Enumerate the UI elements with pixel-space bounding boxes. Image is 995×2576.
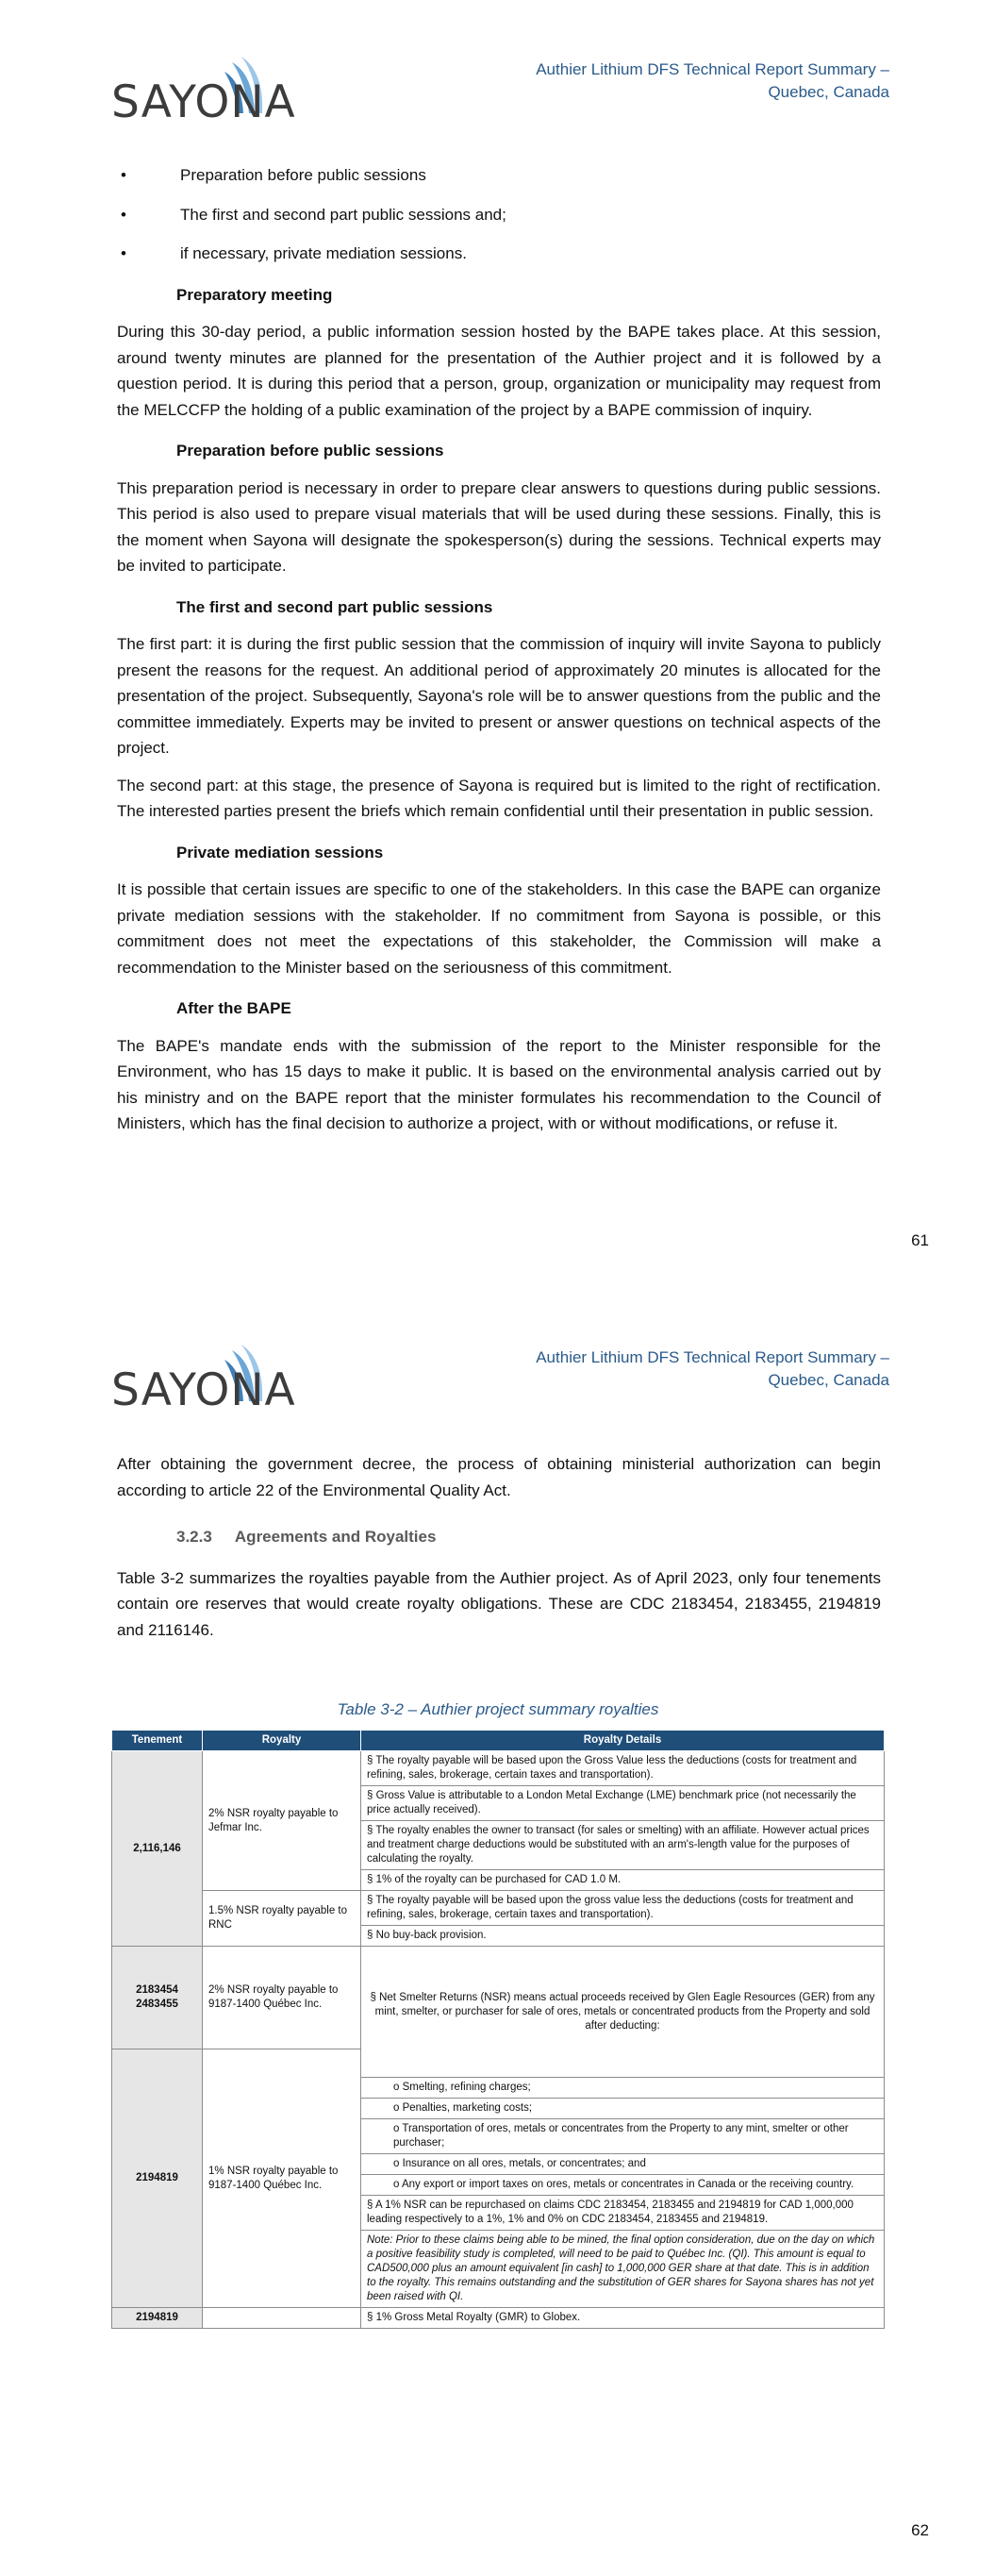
heading-public-sessions: The first and second part public sessions (176, 597, 493, 616)
header-title-line1: Authier Lithium DFS Technical Report Summary – (536, 60, 889, 78)
paragraph-preparation: This preparation period is necessary in order to prepare clear answers to questions during public sessions. This period is also used to prepare visual materials that will be used during these sessions. Finally, this is the moment when Sayona will designate the spokesperson(s) during the sessions. Technical experts may be invited to participate. (117, 478, 881, 575)
detail-cell: o Any export or import taxes on ores, metals or concentrates in Canada or the receiving country. (361, 2175, 885, 2196)
royalty-cell (203, 2308, 361, 2329)
bullet-text: if necessary, private mediation sessions. (180, 244, 467, 262)
heading-private-mediation: Private mediation sessions (176, 843, 384, 861)
royalty-cell: 2% NSR royalty payable to Jefmar Inc. (203, 1751, 361, 1891)
bullet-text: Preparation before public sessions (180, 166, 426, 184)
section-number: 3.2.3 (176, 1528, 212, 1546)
bullet-icon: • (121, 244, 126, 262)
royalty-cell: 1% NSR royalty payable to 9187-1400 Québec Inc. (203, 2049, 361, 2308)
list-item (117, 241, 881, 267)
detail-cell: § The royalty payable will be based upon the Gross Value less the deductions (costs for treatment and refining, sales, brokerage, certain taxes and transportation). (361, 1751, 885, 1786)
table-row (112, 2308, 885, 2329)
header-title-line1: Authier Lithium DFS Technical Report Summary – (536, 1348, 889, 1366)
bullet-icon: • (121, 205, 126, 224)
paragraph-after: The BAPE's mandate ends with the submission of the report to the Minister responsible for the Environment, who has 15 days to make it public. It is based on the environmental analysis carried out by his ministry and on the BAPE report that the minister formulates his recommendation to the Council of Ministers, which has the final decision to authorize a project, with or without modifications, or refuse it. (117, 1036, 881, 1132)
table-header-row (112, 1731, 885, 1751)
paragraph-summary: Table 3-2 summarizes the royalties payable from the Authier project. As of April 2023, only four tenements contain ore reserves that would create royalty obligations. These are CDC 2183454, 2183455, 2194819 and 2116146. (117, 1568, 881, 1639)
tenement-cell: 2,116,146 (112, 1751, 203, 1947)
table-row (112, 1751, 885, 1786)
report-header (474, 1347, 889, 1392)
column-header: Royalty Details (361, 1731, 885, 1751)
heading-after-bape: After the BAPE (176, 999, 291, 1017)
detail-cell: § A 1% NSR can be repurchased on claims CDC 2183454, 2183455 and 2194819 for CAD 1,000,000 leading respectively to a 1%, 1% and 0% on CDC 2183454, 2183455 and 2194819. (361, 2196, 885, 2231)
table-row (112, 1891, 885, 1926)
detail-cell: § Net Smelter Returns (NSR) means actual proceeds received by Glen Eagle Resources (GER) from any mint, smelter, or purchaser for sale of ores, metals or concentrated products from the Property and sold after deducting: (361, 1947, 885, 2078)
list-item (117, 162, 881, 189)
tenement-cell: 2194819 (112, 2308, 203, 2329)
heading-preparation: Preparation before public sessions (176, 442, 444, 460)
detail-cell: § No buy-back provision. (361, 1926, 885, 1947)
column-header: Royalty (203, 1731, 361, 1751)
page-62 (0, 1288, 995, 2576)
detail-cell: § The royalty payable will be based upon the gross value less the deductions (costs for treatment and refining, sales, brokerage, certain taxes and transportation). (361, 1891, 885, 1926)
report-header (474, 59, 889, 104)
detail-cell: § 1% of the royalty can be purchased for CAD 1.0 M. (361, 1870, 885, 1891)
bullet-icon: • (121, 166, 126, 184)
page-number: 61 (911, 1231, 929, 1249)
detail-cell: o Transportation of ores, metals or concentrates from the Property to any mint, smelter or other purchaser; (361, 2119, 885, 2154)
sayona-logo (111, 55, 296, 128)
page2-body (117, 1451, 881, 1654)
detail-cell: § The royalty enables the owner to transact (for sales or smelting) with an affiliate. However actual prices and treatment charge deductions would be substituted with an arm's-length value for the purposes of calculating the royalty. (361, 1821, 885, 1870)
column-header: Tenement (112, 1731, 203, 1751)
tenement-cell: 2183454 2483455 (112, 1947, 203, 2049)
table-caption: Table 3-2 – Authier project summary royalties (337, 1700, 659, 1718)
header-title-line2: Quebec, Canada (768, 83, 889, 101)
paragraph-private: It is possible that certain issues are specific to one of the stakeholders. In this case the BAPE can organize private mediation sessions with the stakeholder. If no commitment from Sayona is possible, or this commitment does not meet the expectations of this stakeholder, the Commission will make a recommendation to the Minister based on the seriousness of this commitment. (117, 880, 881, 977)
logo-text: SAYONA (111, 76, 296, 128)
page1-body (117, 162, 881, 1148)
detail-cell: o Penalties, marketing costs; (361, 2099, 885, 2119)
paragraph-first-part: The first part: it is during the first public session that the commission of inquiry will invite Sayona to publicly present the reasons for the request. An additional period of approximately 20 minutes is allocated for the presentation of the project. Subsequently, Sayona's role will be to answer questions from the public and the committee immediately. Experts may be invited to present or answer questions on technical aspects of the project. (117, 635, 881, 757)
heading-preparatory-meeting: Preparatory meeting (176, 285, 333, 304)
paragraph-preparatory: During this 30-day period, a public information session hosted by the BAPE takes place. At this session, around twenty minutes are planned for the presentation of the Authier project and it is followed by a question period. It is during this period that a person, group, organization or municipality may request from the MELCCFP the holding of a public examination of the project by a BAPE commission of inquiry. (117, 323, 881, 419)
detail-cell: § 1% Gross Metal Royalty (GMR) to Globex. (361, 2308, 885, 2329)
paragraph-second-part: The second part: at this stage, the presence of Sayona is required but is limited to the right of rectification. The interested parties present the briefs which remain confidential until their presentation in public session. (117, 776, 881, 820)
royalties-table (111, 1730, 885, 2329)
detail-cell: o Smelting, refining charges; (361, 2078, 885, 2099)
royalty-cell: 2% NSR royalty payable to 9187-1400 Québec Inc. (203, 1947, 361, 2049)
table-row (112, 1947, 885, 2049)
paragraph-intro: After obtaining the government decree, the process of obtaining ministerial authorization can begin according to article 22 of the Environmental Quality Act. (117, 1455, 881, 1499)
header-title-line2: Quebec, Canada (768, 1371, 889, 1389)
page-number: 62 (911, 2521, 929, 2539)
tenement-cell: 2194819 (112, 2049, 203, 2308)
section-title: Agreements and Royalties (234, 1528, 437, 1546)
section-heading (176, 1524, 881, 1550)
bullet-text: The first and second part public sessions and; (180, 205, 506, 224)
royalty-cell: 1.5% NSR royalty payable to RNC (203, 1891, 361, 1947)
detail-cell: § Gross Value is attributable to a London Metal Exchange (LME) benchmark price (not necessarily the price actually received). (361, 1786, 885, 1821)
list-item (117, 202, 881, 228)
logo-text: SAYONA (111, 1364, 296, 1416)
note-cell: Note: Prior to these claims being able to be mined, the final option consideration, due on the day on which a positive feasibility study is completed, will need to be paid to Québec Inc. (QI). This amount is equal to CAD500,000 plus an amount equivalent [in cash] to 1,000,000 GER share at that date. This is in addition to the royalty. This remains outstanding and the substitution of GER shares for Sayona shares has not yet been raised with QI. (361, 2231, 885, 2308)
sayona-logo (111, 1343, 296, 1416)
detail-cell: o Insurance on all ores, metals, or concentrates; and (361, 2154, 885, 2175)
